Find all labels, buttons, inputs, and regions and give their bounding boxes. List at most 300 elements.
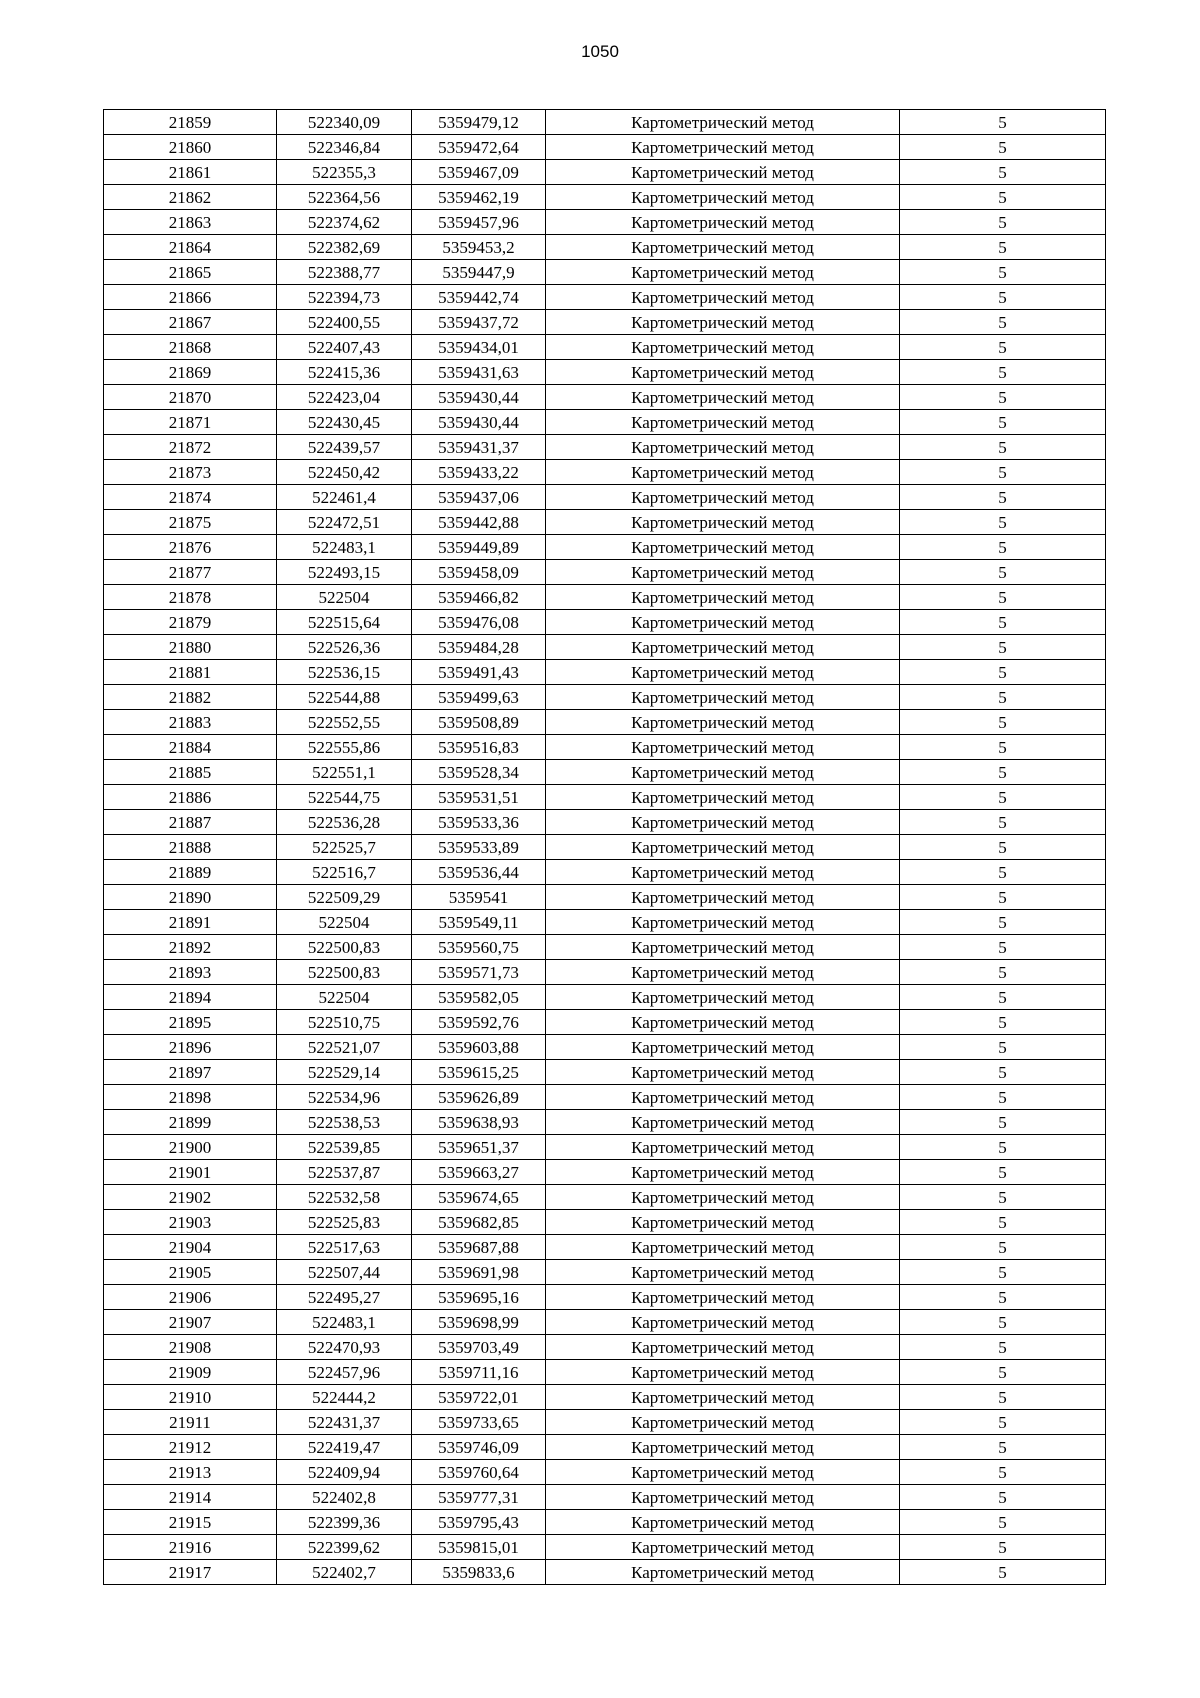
table-row bbox=[104, 735, 1106, 760]
x-coordinate-cell: 522544,75 bbox=[277, 785, 412, 810]
method-cell: Картометрический метод bbox=[546, 560, 900, 585]
method-cell: Картометрический метод bbox=[546, 685, 900, 710]
accuracy-cell: 5 bbox=[900, 110, 1106, 135]
accuracy-cell: 5 bbox=[900, 510, 1106, 535]
x-coordinate-cell: 522507,44 bbox=[277, 1260, 412, 1285]
accuracy-cell: 5 bbox=[900, 985, 1106, 1010]
x-coordinate-cell: 522374,62 bbox=[277, 210, 412, 235]
accuracy-cell: 5 bbox=[900, 535, 1106, 560]
accuracy-cell: 5 bbox=[900, 910, 1106, 935]
accuracy-cell: 5 bbox=[900, 935, 1106, 960]
x-coordinate-cell: 522364,56 bbox=[277, 185, 412, 210]
point-number-cell: 21912 bbox=[104, 1435, 277, 1460]
point-number-cell: 21887 bbox=[104, 810, 277, 835]
accuracy-cell: 5 bbox=[900, 785, 1106, 810]
table-row bbox=[104, 410, 1106, 435]
method-cell: Картометрический метод bbox=[546, 185, 900, 210]
y-coordinate-cell: 5359571,73 bbox=[412, 960, 546, 985]
method-cell: Картометрический метод bbox=[546, 1160, 900, 1185]
method-cell: Картометрический метод bbox=[546, 1310, 900, 1335]
x-coordinate-cell: 522555,86 bbox=[277, 735, 412, 760]
accuracy-cell: 5 bbox=[900, 1485, 1106, 1510]
table-row bbox=[104, 360, 1106, 385]
method-cell: Картометрический метод bbox=[546, 710, 900, 735]
y-coordinate-cell: 5359442,74 bbox=[412, 285, 546, 310]
table-row bbox=[104, 260, 1106, 285]
y-coordinate-cell: 5359431,63 bbox=[412, 360, 546, 385]
x-coordinate-cell: 522400,55 bbox=[277, 310, 412, 335]
y-coordinate-cell: 5359516,83 bbox=[412, 735, 546, 760]
method-cell: Картометрический метод bbox=[546, 485, 900, 510]
accuracy-cell: 5 bbox=[900, 760, 1106, 785]
accuracy-cell: 5 bbox=[900, 1085, 1106, 1110]
table-row bbox=[104, 1185, 1106, 1210]
method-cell: Картометрический метод bbox=[546, 360, 900, 385]
table-row bbox=[104, 1360, 1106, 1385]
x-coordinate-cell: 522355,3 bbox=[277, 160, 412, 185]
point-number-cell: 21889 bbox=[104, 860, 277, 885]
y-coordinate-cell: 5359430,44 bbox=[412, 385, 546, 410]
y-coordinate-cell: 5359687,88 bbox=[412, 1235, 546, 1260]
point-number-cell: 21863 bbox=[104, 210, 277, 235]
method-cell: Картометрический метод bbox=[546, 610, 900, 635]
x-coordinate-cell: 522552,55 bbox=[277, 710, 412, 735]
y-coordinate-cell: 5359431,37 bbox=[412, 435, 546, 460]
x-coordinate-cell: 522504 bbox=[277, 985, 412, 1010]
point-number-cell: 21900 bbox=[104, 1135, 277, 1160]
method-cell: Картометрический метод bbox=[546, 1410, 900, 1435]
x-coordinate-cell: 522461,4 bbox=[277, 485, 412, 510]
y-coordinate-cell: 5359560,75 bbox=[412, 935, 546, 960]
coordinates-table-body bbox=[104, 110, 1106, 1585]
method-cell: Картометрический метод bbox=[546, 1335, 900, 1360]
method-cell: Картометрический метод bbox=[546, 1460, 900, 1485]
x-coordinate-cell: 522534,96 bbox=[277, 1085, 412, 1110]
point-number-cell: 21881 bbox=[104, 660, 277, 685]
y-coordinate-cell: 5359651,37 bbox=[412, 1135, 546, 1160]
point-number-cell: 21913 bbox=[104, 1460, 277, 1485]
method-cell: Картометрический метод bbox=[546, 1510, 900, 1535]
y-coordinate-cell: 5359437,06 bbox=[412, 485, 546, 510]
y-coordinate-cell: 5359682,85 bbox=[412, 1210, 546, 1235]
method-cell: Картометрический метод bbox=[546, 660, 900, 685]
y-coordinate-cell: 5359472,64 bbox=[412, 135, 546, 160]
method-cell: Картометрический метод bbox=[546, 935, 900, 960]
point-number-cell: 21894 bbox=[104, 985, 277, 1010]
accuracy-cell: 5 bbox=[900, 560, 1106, 585]
method-cell: Картометрический метод bbox=[546, 1085, 900, 1110]
accuracy-cell: 5 bbox=[900, 1560, 1106, 1585]
x-coordinate-cell: 522516,7 bbox=[277, 860, 412, 885]
table-row bbox=[104, 185, 1106, 210]
page-number: 1050 bbox=[581, 42, 619, 61]
y-coordinate-cell: 5359484,28 bbox=[412, 635, 546, 660]
y-coordinate-cell: 5359541 bbox=[412, 885, 546, 910]
accuracy-cell: 5 bbox=[900, 160, 1106, 185]
accuracy-cell: 5 bbox=[900, 660, 1106, 685]
table-row bbox=[104, 460, 1106, 485]
point-number-cell: 21896 bbox=[104, 1035, 277, 1060]
point-number-cell: 21866 bbox=[104, 285, 277, 310]
method-cell: Картометрический метод bbox=[546, 535, 900, 560]
accuracy-cell: 5 bbox=[900, 1235, 1106, 1260]
table-row bbox=[104, 1085, 1106, 1110]
method-cell: Картометрический метод bbox=[546, 1535, 900, 1560]
method-cell: Картометрический метод bbox=[546, 1110, 900, 1135]
x-coordinate-cell: 522402,7 bbox=[277, 1560, 412, 1585]
x-coordinate-cell: 522388,77 bbox=[277, 260, 412, 285]
x-coordinate-cell: 522402,8 bbox=[277, 1485, 412, 1510]
x-coordinate-cell: 522415,36 bbox=[277, 360, 412, 385]
x-coordinate-cell: 522532,58 bbox=[277, 1185, 412, 1210]
point-number-cell: 21876 bbox=[104, 535, 277, 560]
point-number-cell: 21861 bbox=[104, 160, 277, 185]
point-number-cell: 21877 bbox=[104, 560, 277, 585]
method-cell: Картометрический метод bbox=[546, 1010, 900, 1035]
x-coordinate-cell: 522500,83 bbox=[277, 935, 412, 960]
y-coordinate-cell: 5359695,16 bbox=[412, 1285, 546, 1310]
table-row bbox=[104, 1435, 1106, 1460]
accuracy-cell: 5 bbox=[900, 1185, 1106, 1210]
accuracy-cell: 5 bbox=[900, 1110, 1106, 1135]
table-row bbox=[104, 660, 1106, 685]
table-row bbox=[104, 885, 1106, 910]
x-coordinate-cell: 522483,1 bbox=[277, 535, 412, 560]
point-number-cell: 21908 bbox=[104, 1335, 277, 1360]
method-cell: Картометрический метод bbox=[546, 235, 900, 260]
point-number-cell: 21873 bbox=[104, 460, 277, 485]
table-row bbox=[104, 1235, 1106, 1260]
x-coordinate-cell: 522472,51 bbox=[277, 510, 412, 535]
point-number-cell: 21878 bbox=[104, 585, 277, 610]
accuracy-cell: 5 bbox=[900, 435, 1106, 460]
accuracy-cell: 5 bbox=[900, 335, 1106, 360]
y-coordinate-cell: 5359476,08 bbox=[412, 610, 546, 635]
y-coordinate-cell: 5359442,88 bbox=[412, 510, 546, 535]
method-cell: Картометрический метод bbox=[546, 810, 900, 835]
x-coordinate-cell: 522346,84 bbox=[277, 135, 412, 160]
x-coordinate-cell: 522430,45 bbox=[277, 410, 412, 435]
y-coordinate-cell: 5359615,25 bbox=[412, 1060, 546, 1085]
x-coordinate-cell: 522509,29 bbox=[277, 885, 412, 910]
y-coordinate-cell: 5359533,36 bbox=[412, 810, 546, 835]
method-cell: Картометрический метод bbox=[546, 635, 900, 660]
point-number-cell: 21892 bbox=[104, 935, 277, 960]
x-coordinate-cell: 522536,15 bbox=[277, 660, 412, 685]
method-cell: Картометрический метод bbox=[546, 785, 900, 810]
table-row bbox=[104, 935, 1106, 960]
method-cell: Картометрический метод bbox=[546, 1210, 900, 1235]
y-coordinate-cell: 5359833,6 bbox=[412, 1560, 546, 1585]
y-coordinate-cell: 5359491,43 bbox=[412, 660, 546, 685]
point-number-cell: 21865 bbox=[104, 260, 277, 285]
accuracy-cell: 5 bbox=[900, 610, 1106, 635]
accuracy-cell: 5 bbox=[900, 860, 1106, 885]
table-row bbox=[104, 1210, 1106, 1235]
accuracy-cell: 5 bbox=[900, 135, 1106, 160]
accuracy-cell: 5 bbox=[900, 1310, 1106, 1335]
y-coordinate-cell: 5359711,16 bbox=[412, 1360, 546, 1385]
x-coordinate-cell: 522551,1 bbox=[277, 760, 412, 785]
table-row bbox=[104, 1560, 1106, 1585]
table-row bbox=[104, 1160, 1106, 1185]
accuracy-cell: 5 bbox=[900, 960, 1106, 985]
x-coordinate-cell: 522444,2 bbox=[277, 1385, 412, 1410]
y-coordinate-cell: 5359691,98 bbox=[412, 1260, 546, 1285]
point-number-cell: 21905 bbox=[104, 1260, 277, 1285]
table-row bbox=[104, 910, 1106, 935]
table-row bbox=[104, 1485, 1106, 1510]
y-coordinate-cell: 5359733,65 bbox=[412, 1410, 546, 1435]
method-cell: Картометрический метод bbox=[546, 160, 900, 185]
accuracy-cell: 5 bbox=[900, 1410, 1106, 1435]
accuracy-cell: 5 bbox=[900, 1360, 1106, 1385]
y-coordinate-cell: 5359674,65 bbox=[412, 1185, 546, 1210]
method-cell: Картометрический метод bbox=[546, 285, 900, 310]
method-cell: Картометрический метод bbox=[546, 1260, 900, 1285]
x-coordinate-cell: 522510,75 bbox=[277, 1010, 412, 1035]
method-cell: Картометрический метод bbox=[546, 385, 900, 410]
point-number-cell: 21886 bbox=[104, 785, 277, 810]
table-row bbox=[104, 385, 1106, 410]
x-coordinate-cell: 522450,42 bbox=[277, 460, 412, 485]
y-coordinate-cell: 5359528,34 bbox=[412, 760, 546, 785]
x-coordinate-cell: 522544,88 bbox=[277, 685, 412, 710]
accuracy-cell: 5 bbox=[900, 810, 1106, 835]
table-row bbox=[104, 110, 1106, 135]
x-coordinate-cell: 522382,69 bbox=[277, 235, 412, 260]
y-coordinate-cell: 5359437,72 bbox=[412, 310, 546, 335]
x-coordinate-cell: 522536,28 bbox=[277, 810, 412, 835]
method-cell: Картометрический метод bbox=[546, 1135, 900, 1160]
method-cell: Картометрический метод bbox=[546, 835, 900, 860]
x-coordinate-cell: 522504 bbox=[277, 585, 412, 610]
y-coordinate-cell: 5359479,12 bbox=[412, 110, 546, 135]
point-number-cell: 21869 bbox=[104, 360, 277, 385]
accuracy-cell: 5 bbox=[900, 260, 1106, 285]
method-cell: Картометрический метод bbox=[546, 510, 900, 535]
accuracy-cell: 5 bbox=[900, 1010, 1106, 1035]
x-coordinate-cell: 522526,36 bbox=[277, 635, 412, 660]
point-number-cell: 21890 bbox=[104, 885, 277, 910]
table-row bbox=[104, 560, 1106, 585]
x-coordinate-cell: 522525,83 bbox=[277, 1210, 412, 1235]
accuracy-cell: 5 bbox=[900, 1210, 1106, 1235]
point-number-cell: 21883 bbox=[104, 710, 277, 735]
point-number-cell: 21915 bbox=[104, 1510, 277, 1535]
table-row bbox=[104, 1385, 1106, 1410]
method-cell: Картометрический метод bbox=[546, 335, 900, 360]
table-row bbox=[104, 1510, 1106, 1535]
table-row bbox=[104, 710, 1106, 735]
accuracy-cell: 5 bbox=[900, 1435, 1106, 1460]
method-cell: Картометрический метод bbox=[546, 1385, 900, 1410]
accuracy-cell: 5 bbox=[900, 1260, 1106, 1285]
method-cell: Картометрический метод bbox=[546, 885, 900, 910]
method-cell: Картометрический метод bbox=[546, 960, 900, 985]
method-cell: Картометрический метод bbox=[546, 1185, 900, 1210]
point-number-cell: 21901 bbox=[104, 1160, 277, 1185]
y-coordinate-cell: 5359453,2 bbox=[412, 235, 546, 260]
table-row bbox=[104, 985, 1106, 1010]
point-number-cell: 21891 bbox=[104, 910, 277, 935]
y-coordinate-cell: 5359722,01 bbox=[412, 1385, 546, 1410]
method-cell: Картометрический метод bbox=[546, 1235, 900, 1260]
table-row bbox=[104, 810, 1106, 835]
method-cell: Картометрический метод bbox=[546, 860, 900, 885]
point-number-cell: 21917 bbox=[104, 1560, 277, 1585]
table-row bbox=[104, 1110, 1106, 1135]
y-coordinate-cell: 5359592,76 bbox=[412, 1010, 546, 1035]
accuracy-cell: 5 bbox=[900, 685, 1106, 710]
point-number-cell: 21885 bbox=[104, 760, 277, 785]
method-cell: Картометрический метод bbox=[546, 260, 900, 285]
y-coordinate-cell: 5359638,93 bbox=[412, 1110, 546, 1135]
point-number-cell: 21872 bbox=[104, 435, 277, 460]
y-coordinate-cell: 5359698,99 bbox=[412, 1310, 546, 1335]
y-coordinate-cell: 5359663,27 bbox=[412, 1160, 546, 1185]
point-number-cell: 21906 bbox=[104, 1285, 277, 1310]
point-number-cell: 21899 bbox=[104, 1110, 277, 1135]
table-row bbox=[104, 1060, 1106, 1085]
x-coordinate-cell: 522538,53 bbox=[277, 1110, 412, 1135]
table-row bbox=[104, 160, 1106, 185]
y-coordinate-cell: 5359462,19 bbox=[412, 185, 546, 210]
point-number-cell: 21862 bbox=[104, 185, 277, 210]
method-cell: Картометрический метод bbox=[546, 910, 900, 935]
method-cell: Картометрический метод bbox=[546, 735, 900, 760]
y-coordinate-cell: 5359508,89 bbox=[412, 710, 546, 735]
accuracy-cell: 5 bbox=[900, 485, 1106, 510]
table-row bbox=[104, 135, 1106, 160]
point-number-cell: 21888 bbox=[104, 835, 277, 860]
method-cell: Картометрический метод bbox=[546, 1435, 900, 1460]
accuracy-cell: 5 bbox=[900, 310, 1106, 335]
y-coordinate-cell: 5359703,49 bbox=[412, 1335, 546, 1360]
accuracy-cell: 5 bbox=[900, 460, 1106, 485]
y-coordinate-cell: 5359457,96 bbox=[412, 210, 546, 235]
table-row bbox=[104, 760, 1106, 785]
method-cell: Картометрический метод bbox=[546, 460, 900, 485]
y-coordinate-cell: 5359746,09 bbox=[412, 1435, 546, 1460]
y-coordinate-cell: 5359536,44 bbox=[412, 860, 546, 885]
method-cell: Картометрический метод bbox=[546, 1360, 900, 1385]
accuracy-cell: 5 bbox=[900, 885, 1106, 910]
y-coordinate-cell: 5359531,51 bbox=[412, 785, 546, 810]
x-coordinate-cell: 522493,15 bbox=[277, 560, 412, 585]
point-number-cell: 21904 bbox=[104, 1235, 277, 1260]
point-number-cell: 21871 bbox=[104, 410, 277, 435]
x-coordinate-cell: 522470,93 bbox=[277, 1335, 412, 1360]
x-coordinate-cell: 522495,27 bbox=[277, 1285, 412, 1310]
point-number-cell: 21864 bbox=[104, 235, 277, 260]
x-coordinate-cell: 522394,73 bbox=[277, 285, 412, 310]
x-coordinate-cell: 522419,47 bbox=[277, 1435, 412, 1460]
method-cell: Картометрический метод bbox=[546, 435, 900, 460]
x-coordinate-cell: 522521,07 bbox=[277, 1035, 412, 1060]
accuracy-cell: 5 bbox=[900, 1035, 1106, 1060]
method-cell: Картометрический метод bbox=[546, 210, 900, 235]
point-number-cell: 21859 bbox=[104, 110, 277, 135]
y-coordinate-cell: 5359447,9 bbox=[412, 260, 546, 285]
y-coordinate-cell: 5359467,09 bbox=[412, 160, 546, 185]
accuracy-cell: 5 bbox=[900, 1535, 1106, 1560]
y-coordinate-cell: 5359466,82 bbox=[412, 585, 546, 610]
accuracy-cell: 5 bbox=[900, 1160, 1106, 1185]
point-number-cell: 21882 bbox=[104, 685, 277, 710]
method-cell: Картометрический метод bbox=[546, 585, 900, 610]
accuracy-cell: 5 bbox=[900, 385, 1106, 410]
accuracy-cell: 5 bbox=[900, 585, 1106, 610]
method-cell: Картометрический метод bbox=[546, 1485, 900, 1510]
accuracy-cell: 5 bbox=[900, 710, 1106, 735]
accuracy-cell: 5 bbox=[900, 1135, 1106, 1160]
method-cell: Картометрический метод bbox=[546, 1285, 900, 1310]
table-row bbox=[104, 485, 1106, 510]
method-cell: Картометрический метод bbox=[546, 1060, 900, 1085]
table-row bbox=[104, 960, 1106, 985]
accuracy-cell: 5 bbox=[900, 410, 1106, 435]
y-coordinate-cell: 5359815,01 bbox=[412, 1535, 546, 1560]
x-coordinate-cell: 522525,7 bbox=[277, 835, 412, 860]
y-coordinate-cell: 5359760,64 bbox=[412, 1460, 546, 1485]
y-coordinate-cell: 5359777,31 bbox=[412, 1485, 546, 1510]
table-row bbox=[104, 1260, 1106, 1285]
y-coordinate-cell: 5359795,43 bbox=[412, 1510, 546, 1535]
accuracy-cell: 5 bbox=[900, 185, 1106, 210]
x-coordinate-cell: 522504 bbox=[277, 910, 412, 935]
table-row bbox=[104, 285, 1106, 310]
accuracy-cell: 5 bbox=[900, 1385, 1106, 1410]
table-row bbox=[104, 860, 1106, 885]
table-row bbox=[104, 1335, 1106, 1360]
table-row bbox=[104, 210, 1106, 235]
x-coordinate-cell: 522529,14 bbox=[277, 1060, 412, 1085]
point-number-cell: 21884 bbox=[104, 735, 277, 760]
table-row bbox=[104, 1410, 1106, 1435]
method-cell: Картометрический метод bbox=[546, 760, 900, 785]
table-row bbox=[104, 1460, 1106, 1485]
table-row bbox=[104, 435, 1106, 460]
y-coordinate-cell: 5359430,44 bbox=[412, 410, 546, 435]
point-number-cell: 21909 bbox=[104, 1360, 277, 1385]
method-cell: Картометрический метод bbox=[546, 310, 900, 335]
point-number-cell: 21874 bbox=[104, 485, 277, 510]
x-coordinate-cell: 522539,85 bbox=[277, 1135, 412, 1160]
y-coordinate-cell: 5359549,11 bbox=[412, 910, 546, 935]
x-coordinate-cell: 522399,62 bbox=[277, 1535, 412, 1560]
x-coordinate-cell: 522423,04 bbox=[277, 385, 412, 410]
point-number-cell: 21898 bbox=[104, 1085, 277, 1110]
y-coordinate-cell: 5359582,05 bbox=[412, 985, 546, 1010]
accuracy-cell: 5 bbox=[900, 360, 1106, 385]
y-coordinate-cell: 5359449,89 bbox=[412, 535, 546, 560]
point-number-cell: 21910 bbox=[104, 1385, 277, 1410]
method-cell: Картометрический метод bbox=[546, 1560, 900, 1585]
point-number-cell: 21879 bbox=[104, 610, 277, 635]
point-number-cell: 21911 bbox=[104, 1410, 277, 1435]
table-row bbox=[104, 1285, 1106, 1310]
table-row bbox=[104, 1310, 1106, 1335]
accuracy-cell: 5 bbox=[900, 210, 1106, 235]
x-coordinate-cell: 522483,1 bbox=[277, 1310, 412, 1335]
point-number-cell: 21895 bbox=[104, 1010, 277, 1035]
table-row bbox=[104, 535, 1106, 560]
point-number-cell: 21903 bbox=[104, 1210, 277, 1235]
table-row bbox=[104, 510, 1106, 535]
table-row bbox=[104, 235, 1106, 260]
accuracy-cell: 5 bbox=[900, 635, 1106, 660]
